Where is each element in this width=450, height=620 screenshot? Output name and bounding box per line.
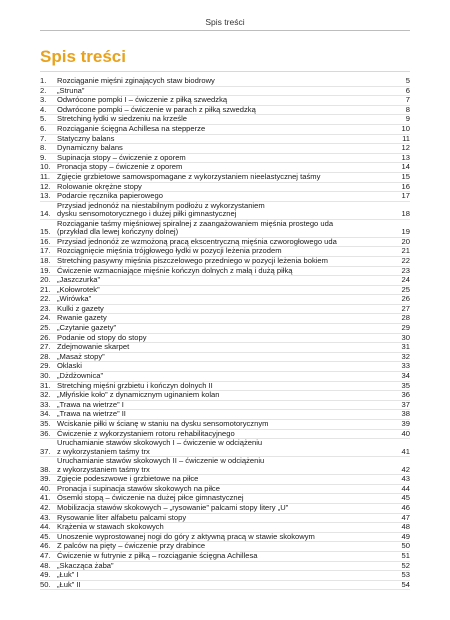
toc-entry-number: 41. — [40, 493, 51, 503]
toc-entry-number: 15. — [40, 227, 51, 237]
toc-entry-title: Uruchamianie stawów skokowych II – ćwiczenie w odciążeniu z wykorzystaniem taśmy trx — [57, 456, 265, 474]
toc-entry-number: 9. — [40, 152, 47, 162]
toc-entry-title: Rozciąganie taśmy mięśniowej spiralnej z zaangażowaniem mięśnia prostego uda (przykład dla lewej kończyny dolnej) — [57, 218, 334, 237]
toc-entry-number: 32. — [40, 390, 51, 400]
toc-entry-number: 49. — [40, 570, 51, 580]
toc-entry-number: 29. — [40, 361, 51, 371]
toc-entry-number: 7. — [40, 133, 47, 143]
toc-entry-page: 18 — [401, 209, 410, 219]
toc-entry-title: „Jaszczurka” — [57, 275, 101, 285]
toc-entry-number: 44. — [40, 522, 51, 532]
toc-entry-number: 17. — [40, 246, 51, 256]
toc-entry-number: 28. — [40, 351, 51, 361]
toc-entry-number: 50. — [40, 579, 51, 589]
toc-entry[interactable] — [40, 77, 410, 87]
toc-entry-page: 49 — [401, 531, 410, 541]
toc-entry-number: 1. — [40, 76, 47, 85]
toc-entry-title: „Dżdżownica” — [57, 371, 103, 381]
toc-entry-page: 39 — [401, 419, 410, 428]
toc-entry-page: 37 — [401, 399, 410, 409]
toc-entry-number: 42. — [40, 502, 51, 512]
toc-entry[interactable] — [40, 562, 410, 572]
toc-entry-number: 19. — [40, 265, 51, 275]
toc-entry-page: 40 — [401, 428, 410, 438]
toc-entry-title: Stretching mięśni grzbietu i kończyn dolnych II — [57, 380, 213, 390]
running-head: Spis treści — [205, 17, 245, 27]
toc-entry-title: „Łuk” II — [57, 579, 81, 589]
toc-entry-title: Ćwiczenie w futrynie z piłką – rozciąganie ścięgna Achillesa — [57, 550, 258, 560]
toc-entry-page: 32 — [401, 351, 410, 361]
toc-entry-number: 18. — [40, 255, 51, 265]
toc-entry-page: 9 — [405, 114, 410, 124]
toc-entry-number: 46. — [40, 541, 51, 551]
toc-entry-title: Ćwiczenie z wykorzystaniem rotoru rehabilitacyjnego — [57, 428, 235, 438]
toc-entry-number: 3. — [40, 95, 47, 105]
toc-entry-page: 43 — [401, 474, 410, 484]
toc-entry-title: „Czytanie gazety” — [57, 323, 117, 333]
toc-entry-number: 24. — [40, 313, 51, 323]
toc-entry-page: 21 — [401, 246, 410, 256]
toc-entry-title: Przysiad jednonóż ze wzmożoną pracą ekscentryczną mięśnia czworogłowego uda — [57, 236, 337, 246]
toc-entry-title: Przysiad jednonóż na niestabilnym podłożu z wykorzystaniem dysku sensomotorycznego i dużej piłki gimnastycznej — [57, 200, 265, 219]
toc-entry-title: Odwrócone pompki I – ćwiczenie z piłką szwedzką — [57, 95, 228, 105]
toc-entry[interactable] — [40, 457, 410, 475]
toc-entry-page: 51 — [401, 550, 410, 560]
toc-entry[interactable] — [40, 581, 410, 591]
toc-entry-page: 27 — [401, 303, 410, 313]
toc-entry-title: „Łuk” I — [57, 570, 79, 580]
toc-entry-title: Oklaski — [57, 361, 82, 371]
toc-entry-page: 50 — [401, 541, 410, 551]
toc-entry-page: 12 — [401, 143, 410, 153]
header-divider — [40, 30, 410, 31]
toc-entry-title: Rozciągnięcie mięśnia trójgłowego łydki w pozycji leżenia przodem — [57, 246, 282, 256]
toc-entry-title: „Wirówka” — [57, 294, 92, 304]
toc-entry-page: 29 — [401, 323, 410, 333]
toc-entry-page: 54 — [401, 579, 410, 589]
toc-entry-number: 27. — [40, 342, 51, 352]
toc-entry-title: Statyczny balans — [57, 133, 115, 143]
toc-entry-number: 13. — [40, 191, 51, 201]
toc-entry-page: 47 — [401, 512, 410, 522]
toc-entry-page: 52 — [401, 560, 410, 570]
toc-entry-page: 22 — [401, 255, 410, 265]
toc-entry-title: Wciskanie piłki w ścianę w staniu na dysku sensomotorycznym — [57, 419, 269, 428]
toc-entry-page: 24 — [401, 275, 410, 285]
toc-entry[interactable] — [40, 439, 410, 457]
toc-entry-page: 23 — [401, 265, 410, 275]
toc-entry-number: 39. — [40, 474, 51, 484]
toc-entry-number: 34. — [40, 409, 51, 419]
toc-entry-title: Zgięcie grzbietowe samowspomagane z wykorzystaniem nieelastycznej taśmy — [57, 171, 321, 181]
toc-entry-number: 36. — [40, 428, 51, 438]
toc-entry-page: 14 — [401, 162, 410, 172]
toc-entry-page: 42 — [401, 464, 410, 474]
toc-entry-title: Pronacja stopy – ćwiczenie z oporem — [57, 162, 183, 172]
toc-entry-number: 10. — [40, 162, 51, 172]
toc-entry-title: Z palców na pięty – ćwiczenie przy drabince — [57, 541, 206, 551]
toc-entry-title: Zgięcie podeszwowe i grzbietowe na piłce — [57, 474, 199, 484]
toc-entry-number: 23. — [40, 303, 51, 313]
toc-entry-title: Rysowanie liter alfabetu palcami stopy — [57, 512, 187, 522]
toc-entry-title: „Trawa na wietrze” I — [57, 399, 124, 409]
toc-entry-number: 38. — [40, 464, 51, 474]
toc-entry-page: 34 — [401, 371, 410, 381]
toc-entry-number: 26. — [40, 332, 51, 342]
toc-entry-title: „Struna” — [57, 85, 85, 95]
toc-entry-title: Kulki z gazety — [57, 303, 104, 313]
toc-entry-title: Unoszenie wyprostowanej nogi do góry z aktywną pracą w stawie skokowym — [57, 531, 315, 541]
toc-entry-title: Pronacja i supinacja stawów skokowych na piłce — [57, 483, 220, 493]
toc-entry[interactable] — [40, 202, 410, 220]
toc-entry-title: „Trawa na wietrze” II — [57, 409, 126, 419]
toc-entry-page: 31 — [401, 342, 410, 352]
toc-entry-page: 15 — [401, 171, 410, 181]
toc-entry-page: 16 — [401, 181, 410, 191]
toc-entry-number: 6. — [40, 123, 47, 133]
toc-entry[interactable] — [40, 571, 410, 581]
toc-entry-page: 45 — [401, 493, 410, 503]
toc-entry-number: 16. — [40, 236, 51, 246]
toc-entry-page: 5 — [405, 76, 410, 85]
toc-entry-page: 44 — [401, 483, 410, 493]
toc-entry-page: 41 — [401, 446, 410, 456]
toc-entry-number: 20. — [40, 275, 51, 285]
toc-entry-page: 17 — [401, 191, 410, 201]
toc-entry-title: Rozciąganie ścięgna Achillesa na stepperze — [57, 123, 206, 133]
toc-entry-title: Odwrócone pompki – ćwiczenie w parach z piłką szwedzką — [57, 104, 256, 114]
toc-entry-number: 45. — [40, 531, 51, 541]
toc-entry-number: 4. — [40, 104, 47, 114]
toc-entry-page: 30 — [401, 332, 410, 342]
toc-entry-number: 22. — [40, 294, 51, 304]
toc-entry-page: 25 — [401, 284, 410, 294]
table-of-contents — [40, 77, 410, 590]
toc-entry-page: 8 — [405, 104, 410, 114]
toc-entry-page: 35 — [401, 380, 410, 390]
toc-entry-title: Mobilizacja stawów skokowych – „rysowanie” palcami stopy litery „U” — [57, 502, 289, 512]
toc-entry-title: Ósemki stopą – ćwiczenie na dużej piłce gimnastycznej — [57, 493, 244, 503]
toc-entry-number: 5. — [40, 114, 47, 124]
toc-entry-number: 33. — [40, 399, 51, 409]
toc-entry-number: 47. — [40, 550, 51, 560]
toc-entry-title: Dynamiczny balans — [57, 143, 123, 153]
toc-entry-number: 11. — [40, 171, 50, 181]
toc-entry-title: Podanie od stopy do stopy — [57, 332, 147, 342]
toc-entry[interactable] — [40, 220, 410, 238]
toc-entry-number: 2. — [40, 85, 47, 95]
toc-entry-number: 37. — [40, 446, 51, 456]
toc-entry-page: 48 — [401, 522, 410, 532]
toc-entry-title: Supinacja stopy – ćwiczenie z oporem — [57, 152, 186, 162]
toc-entry-title: Podarcie ręcznika papierowego — [57, 191, 163, 201]
toc-entry-title: „Masaż stopy” — [57, 351, 105, 361]
toc-entry-title: Zdejmowanie skarpet — [57, 342, 130, 352]
toc-entry-page: 38 — [401, 409, 410, 419]
toc-entry-title: Rwanie gazety — [57, 313, 107, 323]
toc-entry-title: „Młyńskie koło” z dynamicznym uginaniem kolan — [57, 390, 220, 400]
toc-entry-title: „Kołowrotek” — [57, 284, 100, 294]
toc-entry-page: 19 — [401, 227, 410, 237]
toc-entry-page: 7 — [405, 95, 410, 105]
toc-entry-number: 21. — [40, 284, 51, 294]
toc-entry-title: Stretching łydki w siedzeniu na krześle — [57, 114, 187, 124]
toc-entry-page: 13 — [401, 152, 410, 162]
toc-entry-number: 30. — [40, 371, 51, 381]
toc-entry-number: 25. — [40, 323, 51, 333]
toc-entry-page: 26 — [401, 294, 410, 304]
toc-entry-number: 12. — [40, 181, 51, 191]
toc-entry-number: 8. — [40, 143, 47, 153]
toc-entry[interactable] — [40, 353, 410, 363]
toc-entry-number: 35. — [40, 419, 51, 428]
toc-entry-title: Ćwiczenie wzmacniające mięśnie kończyn dolnych z małą i dużą piłką — [57, 265, 293, 275]
toc-entry-page: 46 — [401, 502, 410, 512]
toc-entry-title: Uruchamianie stawów skokowych I – ćwiczenie w odciążeniu z wykorzystaniem taśmy trx — [57, 438, 263, 456]
toc-entry-number: 48. — [40, 560, 51, 570]
toc-entry-number: 14. — [40, 209, 51, 219]
toc-entry[interactable] — [40, 286, 410, 296]
title-divider — [40, 71, 410, 72]
toc-entry-title: Krążenia w stawach skokowych — [57, 522, 164, 532]
toc-entry-title: Rolowanie okrężne stopy — [57, 181, 142, 191]
toc-entry-title: Stretching pasywny mięśnia piszczelowego przedniego w pozycji leżenia bokiem — [57, 255, 328, 265]
toc-entry-page: 11 — [402, 133, 410, 143]
toc-entry-number: 40. — [40, 483, 51, 493]
toc-entry-number: 31. — [40, 380, 51, 390]
toc-entry-page: 53 — [401, 570, 410, 580]
toc-entry-page: 10 — [401, 123, 410, 133]
toc-entry-page: 20 — [401, 236, 410, 246]
toc-entry-page: 28 — [401, 313, 410, 323]
toc-entry-number: 43. — [40, 512, 51, 522]
page-title: Spis treści — [40, 47, 126, 66]
toc-entry-page: 6 — [405, 85, 410, 95]
toc-entry-page: 33 — [401, 361, 410, 371]
toc-entry-page: 36 — [401, 390, 410, 400]
toc-entry-title: Rozciąganie mięśni zginających staw biodrowy — [57, 76, 215, 85]
toc-entry-title: „Skacząca żaba” — [57, 560, 114, 570]
